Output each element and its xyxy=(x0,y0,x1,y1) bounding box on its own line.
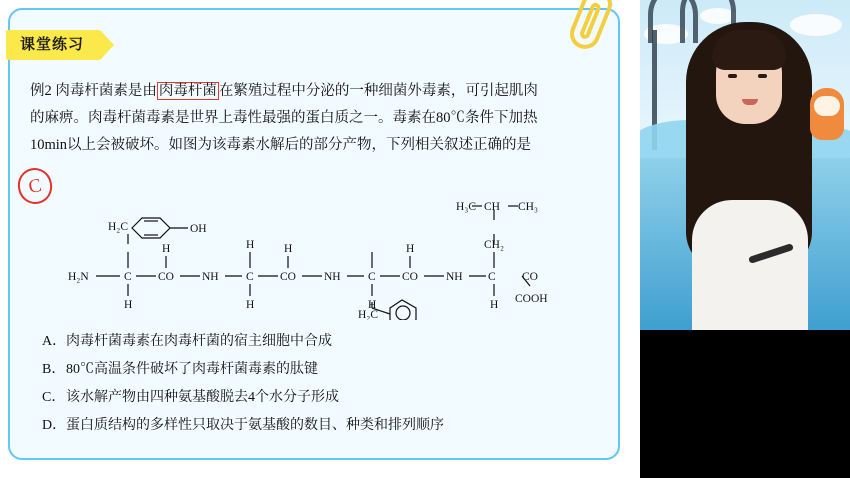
label-cooh: COOH xyxy=(515,293,548,305)
label-ch3-right: CH₃ xyxy=(518,201,538,213)
option-a-label: A． xyxy=(42,334,67,349)
option-b-label: B． xyxy=(42,362,66,377)
label-h-e: H xyxy=(162,243,171,255)
label-oh: OH xyxy=(190,223,207,235)
question-line-3: 10min以上会被破坏。如图为该毒素水解后的部分产物，下列相关叙述正确的是 xyxy=(30,137,532,153)
option-d-text: 蛋白质结构的多样性只取决于氨基酸的数目、种类和排列顺序 xyxy=(66,418,444,433)
option-b-text: 80℃高温条件破坏了肉毒杆菌毒素的肽键 xyxy=(66,362,318,377)
label-ch-top: CH xyxy=(484,201,500,213)
label-co4: CO xyxy=(522,271,538,283)
question-line-1-suffix: 在繁殖过程中分泌的一种细菌外毒素，可引起肌肉 xyxy=(218,83,538,99)
answer-mark: C xyxy=(15,165,56,207)
option-d-label: D． xyxy=(42,418,67,433)
label-h-f: H xyxy=(284,243,293,255)
options-list xyxy=(42,328,582,440)
option-c-label: C． xyxy=(42,390,66,405)
label-h-a: H xyxy=(124,299,133,311)
label-h2n: H₂N xyxy=(68,271,89,283)
video-letterbox xyxy=(640,330,850,478)
label-ch3-left: H₃C xyxy=(456,201,476,213)
option-d xyxy=(42,412,582,440)
label-co1: CO xyxy=(158,271,174,283)
label-h-b: H xyxy=(246,299,255,311)
label-c3: C xyxy=(368,271,376,283)
label-ch2-right: CH₂ xyxy=(484,239,504,251)
fox-mascot-icon xyxy=(810,88,844,140)
teacher-body xyxy=(692,200,808,330)
label-c4: C xyxy=(488,271,496,283)
label-h-g: H xyxy=(406,243,415,255)
cloud-icon xyxy=(790,14,842,36)
option-b xyxy=(42,356,582,384)
label-h-c: H xyxy=(368,299,377,311)
label-h-h: H xyxy=(246,239,255,251)
question-text xyxy=(30,78,600,159)
section-banner: 课堂练习 xyxy=(6,30,100,60)
teacher-webcam xyxy=(640,0,850,478)
label-nh2: NH xyxy=(324,271,341,283)
option-a-text: 肉毒杆菌毒素在肉毒杆菌的宿主细胞中合成 xyxy=(66,334,332,349)
question-line-2: 的麻痹。肉毒杆菌毒素是世界上毒性最强的蛋白质之一。毒素在80℃条件下加热 xyxy=(30,110,538,126)
label-ch2-top: H₂C xyxy=(108,221,128,233)
option-a xyxy=(42,328,582,356)
option-c-text: 该水解产物由四种氨基酸脱去4个水分子形成 xyxy=(66,390,339,405)
label-c1: C xyxy=(124,271,132,283)
label-h-d: H xyxy=(490,299,499,311)
label-co2: CO xyxy=(280,271,296,283)
option-c xyxy=(42,384,582,412)
label-nh1: NH xyxy=(202,271,219,283)
peptide-structure-diagram xyxy=(60,190,560,320)
question-line-1-prefix: 例2 肉毒杆菌素是由 xyxy=(30,83,157,99)
highlighted-term: 肉毒杆菌 xyxy=(158,83,217,99)
eye-right xyxy=(758,74,767,78)
label-c2: C xyxy=(246,271,254,283)
label-nh3: NH xyxy=(446,271,463,283)
webcam-feed xyxy=(640,0,850,330)
label-co3: CO xyxy=(402,271,418,283)
question-line-1 xyxy=(30,78,600,105)
label-ch2-mid: H₂C xyxy=(358,309,378,320)
teacher-bangs xyxy=(712,30,786,70)
eye-left xyxy=(728,74,737,78)
